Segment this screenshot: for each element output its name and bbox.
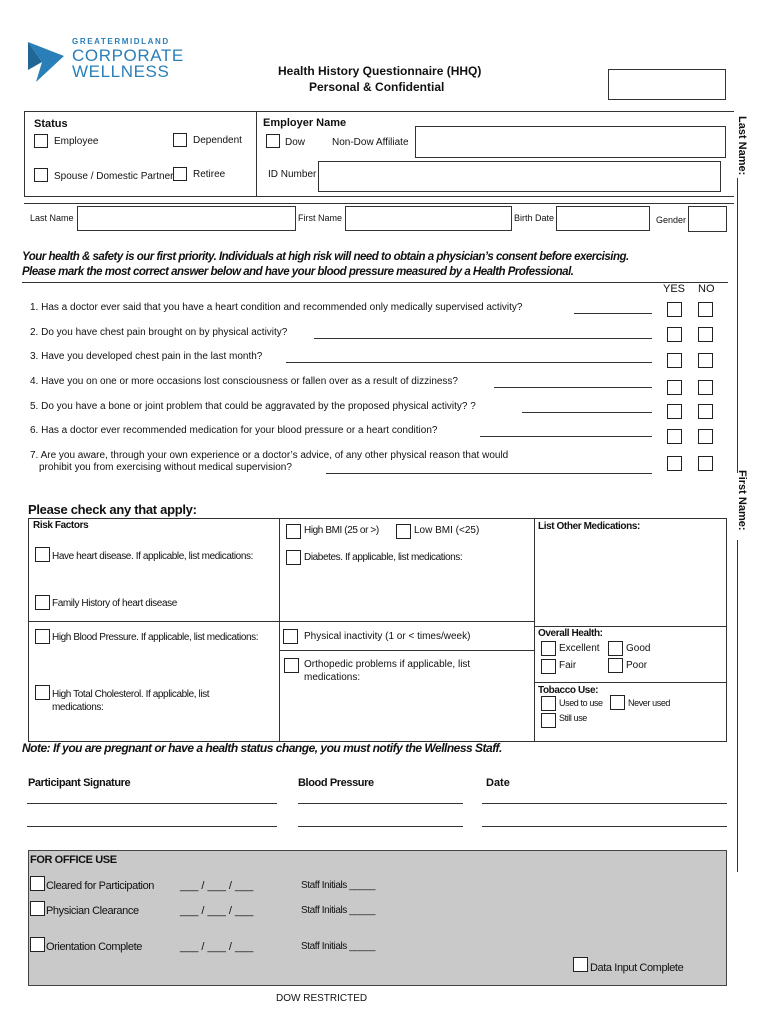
footer-restricted: DOW RESTRICTED <box>276 993 368 1004</box>
diabetes-checkbox[interactable] <box>286 550 301 565</box>
date-line-2[interactable] <box>482 826 727 827</box>
retiree-label: Retiree <box>193 169 226 180</box>
employee-label: Employee <box>54 136 99 147</box>
orientation-date[interactable]: ___ / ___ / ___ <box>180 941 254 953</box>
heart-disease-checkbox[interactable] <box>35 547 50 562</box>
risk-col-rule <box>28 621 279 622</box>
q7-yes-checkbox[interactable] <box>667 456 682 471</box>
birth-date-label: Birth Date <box>514 213 555 223</box>
used-to-use-checkbox[interactable] <box>541 696 556 711</box>
checklist-title: Please check any that apply: <box>28 502 197 517</box>
side-first-name-label: First Name: <box>736 470 748 531</box>
dow-checkbox[interactable] <box>266 134 280 148</box>
last-name-input[interactable] <box>77 206 296 231</box>
id-number-input[interactable] <box>318 161 721 192</box>
question-2: 2. Do you have chest pain brought on by physical activity? <box>30 327 288 338</box>
q7-no-checkbox[interactable] <box>698 456 713 471</box>
question-1-line <box>574 313 652 314</box>
high-bp-label: High Blood Pressure. If applicable, list medications: <box>52 632 259 643</box>
question-6-line <box>480 436 652 437</box>
high-bmi-checkbox[interactable] <box>286 524 301 539</box>
tobacco-title: Tobacco Use: <box>538 685 599 696</box>
overall-health-title: Overall Health: <box>538 628 603 639</box>
fair-label: Fair <box>559 660 577 671</box>
signature-line-1[interactable] <box>27 803 277 804</box>
name-row-top-rule <box>24 203 734 204</box>
gender-label: Gender <box>656 215 687 225</box>
fair-checkbox[interactable] <box>541 659 556 674</box>
note-text: Note: If you are pregnant or have a health status change, you must notify the Wellness Staff. <box>22 741 502 755</box>
orthopedic-label-2: medications: <box>304 672 361 683</box>
diabetes-label: Diabetes. If applicable, list medications: <box>304 552 463 563</box>
risk-factors-title: Risk Factors <box>33 520 89 531</box>
employer-title: Employer Name <box>263 117 347 129</box>
logo-mark-icon <box>28 40 66 84</box>
cleared-staff-initials[interactable]: Staff Initials _____ <box>301 880 376 891</box>
good-label: Good <box>626 643 651 654</box>
id-number-label: ID Number <box>268 169 317 180</box>
side-last-name-label: Last Name: <box>736 116 748 176</box>
orthopedic-label-1: Orthopedic problems if applicable, list <box>304 659 471 670</box>
retiree-checkbox[interactable] <box>173 167 187 181</box>
q6-no-checkbox[interactable] <box>698 429 713 444</box>
blood-pressure-label: Blood Pressure <box>298 777 374 789</box>
right-col-rule-2 <box>534 682 727 683</box>
high-cholesterol-label-2: medications: <box>52 702 104 713</box>
question-5-line <box>522 412 652 413</box>
q5-no-checkbox[interactable] <box>698 404 713 419</box>
question-7-line <box>326 473 652 474</box>
question-7-line1: 7. Are you aware, through your own experience or a doctor’s advice, of any other physical reason that would <box>30 450 509 461</box>
signature-line-2[interactable] <box>27 826 277 827</box>
excellent-checkbox[interactable] <box>541 641 556 656</box>
first-name-input[interactable] <box>345 206 512 231</box>
side-line-2 <box>737 540 738 872</box>
dow-label: Dow <box>285 137 306 148</box>
birth-date-input[interactable] <box>556 206 650 231</box>
high-cholesterol-label-1: High Total Cholesterol. If applicable, list <box>52 689 210 700</box>
physician-staff-initials[interactable]: Staff Initials _____ <box>301 905 376 916</box>
q2-no-checkbox[interactable] <box>698 327 713 342</box>
mid-col-rule-2 <box>279 650 534 651</box>
first-name-label: First Name <box>298 213 343 223</box>
non-dow-label: Non-Dow Affiliate <box>332 137 409 148</box>
mid-col-rule-1 <box>279 621 534 622</box>
question-4-line <box>494 387 652 388</box>
intro-line2: Please mark the most correct answer below and have your blood pressure measured by a Health Professional. <box>22 266 574 278</box>
question-6: 6. Has a doctor ever recommended medication for your blood pressure or a heart condition? <box>30 425 438 436</box>
high-bmi-label: High BMI (25 or >) <box>304 525 379 536</box>
high-bp-checkbox[interactable] <box>35 629 50 644</box>
q6-yes-checkbox[interactable] <box>667 429 682 444</box>
last-name-label: Last Name <box>30 213 74 223</box>
q3-no-checkbox[interactable] <box>698 353 713 368</box>
cleared-label: Cleared for Participation <box>46 880 155 892</box>
q1-no-checkbox[interactable] <box>698 302 713 317</box>
low-bmi-label: Low BMI (<25) <box>414 525 480 536</box>
dependent-checkbox[interactable] <box>173 133 187 147</box>
dependent-label: Dependent <box>193 135 242 146</box>
side-line-1 <box>737 178 738 473</box>
orthopedic-checkbox[interactable] <box>284 658 299 673</box>
spouse-checkbox[interactable] <box>34 168 48 182</box>
q4-no-checkbox[interactable] <box>698 380 713 395</box>
physician-clearance-label: Physician Clearance <box>46 905 139 917</box>
status-title: Status <box>34 118 68 130</box>
q3-yes-checkbox[interactable] <box>667 353 682 368</box>
checklist-col-divider-2 <box>534 518 535 742</box>
intro-line1: Your health & safety is our first priority. Individuals at high risk will need to obtain a physician’s consent before exercising. <box>22 251 629 263</box>
family-history-label: Family History of heart disease <box>52 598 177 609</box>
right-col-rule-1 <box>534 626 727 627</box>
no-header: NO <box>698 283 715 295</box>
physician-clearance-date[interactable]: ___ / ___ / ___ <box>180 905 254 917</box>
poor-label: Poor <box>626 660 648 671</box>
gender-input[interactable] <box>688 206 727 232</box>
question-3-line <box>286 362 652 363</box>
date-line-1[interactable] <box>482 803 727 804</box>
data-input-checkbox[interactable] <box>573 957 588 972</box>
used-to-use-label: Used to use <box>559 698 603 708</box>
q5-yes-checkbox[interactable] <box>667 404 682 419</box>
question-2-line <box>314 338 652 339</box>
question-3: 3. Have you developed chest pain in the last month? <box>30 351 263 362</box>
q2-yes-checkbox[interactable] <box>667 327 682 342</box>
never-used-label: Never used <box>628 698 671 708</box>
data-input-label: Data Input Complete <box>590 962 684 974</box>
question-7-line2: prohibit you from exercising without medical supervision? <box>39 462 292 473</box>
question-1: 1. Has a doctor ever said that you have a heart condition and recommended only medically supervised activity? <box>30 302 523 313</box>
other-medications-title: List Other Medications: <box>538 521 640 532</box>
never-used-checkbox[interactable] <box>610 695 625 710</box>
participant-signature-label: Participant Signature <box>28 777 131 789</box>
q1-yes-checkbox[interactable] <box>667 302 682 317</box>
inactivity-label: Physical inactivity (1 or < times/week) <box>304 631 471 642</box>
date-label: Date <box>486 777 510 789</box>
logo-line2: WELLNESS <box>72 62 170 81</box>
cleared-date[interactable]: ___ / ___ / ___ <box>180 880 254 892</box>
still-use-label: Still use <box>559 713 587 723</box>
orientation-label: Orientation Complete <box>46 941 142 953</box>
physician-clearance-checkbox[interactable] <box>30 901 45 916</box>
logo-top-text: GREATERMIDLAND <box>72 37 170 46</box>
orientation-staff-initials[interactable]: Staff Initials _____ <box>301 941 376 952</box>
blood-pressure-line-2[interactable] <box>298 826 463 827</box>
question-4: 4. Have you on one or more occasions lost consciousness or fallen over as a result of dizziness? <box>30 376 458 387</box>
status-divider <box>256 111 257 197</box>
yes-header: YES <box>663 283 686 295</box>
form-title: Health History Questionnaire (HHQ) <box>278 64 482 78</box>
spouse-label: Spouse / Domestic Partner <box>54 171 174 182</box>
orientation-checkbox[interactable] <box>30 937 45 952</box>
office-use-title: FOR OFFICE USE <box>30 854 117 866</box>
employee-checkbox[interactable] <box>34 134 48 148</box>
form-subtitle: Personal & Confidential <box>309 80 445 94</box>
checklist-col-divider-1 <box>279 518 280 742</box>
employer-name-input[interactable] <box>415 126 726 158</box>
family-history-checkbox[interactable] <box>35 595 50 610</box>
still-use-checkbox[interactable] <box>541 713 556 728</box>
good-checkbox[interactable] <box>608 641 623 656</box>
top-right-box[interactable] <box>608 69 726 100</box>
cleared-checkbox[interactable] <box>30 876 45 891</box>
low-bmi-checkbox[interactable] <box>396 524 411 539</box>
poor-checkbox[interactable] <box>608 658 623 673</box>
intro-rule <box>22 282 728 283</box>
logo-line1: CORPORATE <box>72 46 184 65</box>
blood-pressure-line-1[interactable] <box>298 803 463 804</box>
inactivity-checkbox[interactable] <box>283 629 298 644</box>
question-5: 5. Do you have a bone or joint problem that could be aggravated by the proposed physical activity? ? <box>30 401 476 412</box>
q4-yes-checkbox[interactable] <box>667 380 682 395</box>
heart-disease-label: Have heart disease. If applicable, list medications: <box>52 551 253 562</box>
excellent-label: Excellent <box>559 643 600 654</box>
high-cholesterol-checkbox[interactable] <box>35 685 50 700</box>
